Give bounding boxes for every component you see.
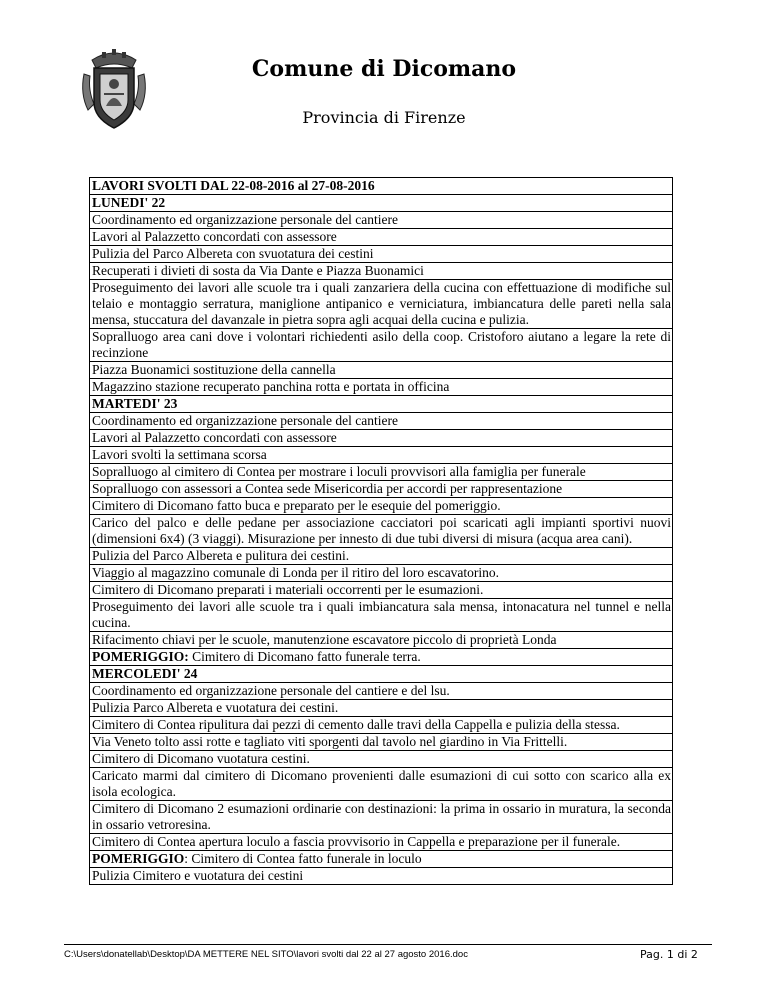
table-row xyxy=(90,362,672,379)
table-heading-row xyxy=(90,178,672,195)
row-text: Pulizia Cimitero e vuotatura dei cestini xyxy=(92,868,304,883)
table-row xyxy=(90,801,672,834)
table-heading-row xyxy=(90,666,672,683)
table-row xyxy=(90,329,672,362)
row-text: Proseguimento dei lavori alle scuole tra i quali imbiancatura sala mensa, intonacatura nel tunnel e nella cucina. xyxy=(92,599,671,630)
row-text: : Cimitero di Contea fatto funerale in loculo xyxy=(184,851,422,866)
row-label: POMERIGGIO xyxy=(92,851,185,866)
table-row xyxy=(90,515,672,548)
table-row xyxy=(90,379,672,396)
table-row xyxy=(90,430,672,447)
row-text: Cimitero di Dicomano vuotatura cestini. xyxy=(92,751,310,766)
row-text: Recuperati i divieti di sosta da Via Dante e Piazza Buonamici xyxy=(92,263,424,278)
work-log-table xyxy=(89,177,673,885)
table-row xyxy=(90,447,672,464)
row-text: Cimitero di Contea apertura loculo a fascia provvisorio in Cappella e preparazione per il funerale. xyxy=(92,834,621,849)
table-row xyxy=(90,700,672,717)
table-row xyxy=(90,280,672,329)
table-row xyxy=(90,582,672,599)
row-text: Rifacimento chiavi per le scuole, manutenzione escavatore piccolo di proprietà Londa xyxy=(92,632,557,647)
table-row xyxy=(90,868,672,885)
row-text: Proseguimento dei lavori alle scuole tra i quali zanzariera della cucina con effettuazione di modifiche sul telaio e montaggio serratura, maniglione antipanico e verniciatura, imbiancatura delle pareti nella sala mensa, stuccatura del davanzale in pietra sopra agli acquai della cucina e pulizia. xyxy=(92,280,671,327)
footer-page-number: Pag. 1 di 2 xyxy=(640,948,698,961)
row-text: Cimitero di Dicomano fatto buca e preparato per le esequie del pomeriggio. xyxy=(92,498,501,513)
table-row xyxy=(90,751,672,768)
row-text: Pulizia Parco Albereta e vuotatura dei cestini. xyxy=(92,700,339,715)
row-text: Coordinamento ed organizzazione personale del cantiere e del lsu. xyxy=(92,683,450,698)
row-text: Sopralluogo al cimitero di Contea per mostrare i loculi provvisori alla famiglia per funerale xyxy=(92,464,586,479)
row-text: Cimitero di Dicomano fatto funerale terra. xyxy=(188,649,421,664)
table-row xyxy=(90,212,672,229)
row-text: Cimitero di Dicomano preparati i materiali occorrenti per le esumazioni. xyxy=(92,582,484,597)
footer-file-path: C:\Users\donatellab\Desktop\DA METTERE NEL SITO\lavori svolti dal 22 al 27 agosto 2016.doc xyxy=(64,949,468,960)
row-text: Lavori al Palazzetto concordati con assessore xyxy=(92,430,337,445)
table-row xyxy=(90,734,672,751)
row-text: Carico del palco e delle pedane per associazione cacciatori poi scaricati agli impianti sportivi nuovi (dimensioni 6x4) (3 viaggi). Misurazione per innesto di due tubi diversi di misura (acqua area cani). xyxy=(92,515,671,546)
table-row xyxy=(90,263,672,280)
table-row xyxy=(90,599,672,632)
table-row xyxy=(90,565,672,582)
table-row xyxy=(90,548,672,565)
page-title: Comune di Dicomano xyxy=(251,56,517,82)
table-row xyxy=(90,464,672,481)
row-text: Via Veneto tolto assi rotte e tagliato viti sporgenti dal tavolo nel giardino in Via Frittelli. xyxy=(92,734,568,749)
table-row xyxy=(90,413,672,430)
page-subtitle: Provincia di Firenze xyxy=(302,108,466,127)
row-text: Caricato marmi dal cimitero di Dicomano provenienti dalle esumazioni di cui sotto con scarico alla ex isola ecologica. xyxy=(92,768,671,799)
row-text: Lavori svolti la settimana scorsa xyxy=(92,447,267,462)
table-row xyxy=(90,649,672,666)
row-text: MERCOLEDI' 24 xyxy=(92,666,198,681)
table-row xyxy=(90,851,672,868)
row-text: Magazzino stazione recuperato panchina rotta e portata in officina xyxy=(92,379,450,394)
row-text: Viaggio al magazzino comunale di Londa per il ritiro del loro escavatorino. xyxy=(92,565,500,580)
row-text: Sopralluogo area cani dove i volontari richiedenti asilo della coop. Cristoforo aiutano a legare la rete di recinzione xyxy=(92,329,671,360)
row-text: MARTEDI' 23 xyxy=(92,396,178,411)
row-text: Coordinamento ed organizzazione personale del cantiere xyxy=(92,212,398,227)
row-text: Cimitero di Contea ripulitura dai pezzi di cemento dalle travi della Cappella e pulizia della stessa. xyxy=(92,717,620,732)
table-row xyxy=(90,481,672,498)
table-row xyxy=(90,717,672,734)
row-text: Lavori al Palazzetto concordati con assessore xyxy=(92,229,337,244)
row-text: Pulizia del Parco Albereta e pulitura dei cestini. xyxy=(92,548,350,563)
row-text: Piazza Buonamici sostituzione della cannella xyxy=(92,362,336,377)
row-text: Coordinamento ed organizzazione personale del cantiere xyxy=(92,413,398,428)
table-row xyxy=(90,683,672,700)
row-label: POMERIGGIO: xyxy=(92,649,189,664)
table-heading-row xyxy=(90,195,672,212)
row-text: LUNEDI' 22 xyxy=(92,195,166,210)
row-text: LAVORI SVOLTI DAL 22-08-2016 al 27-08-2016 xyxy=(92,178,375,193)
table-row xyxy=(90,246,672,263)
table-heading-row xyxy=(90,396,672,413)
table-row xyxy=(90,834,672,851)
footer-divider xyxy=(64,944,712,945)
table-row xyxy=(90,632,672,649)
table-row xyxy=(90,229,672,246)
table-row xyxy=(90,498,672,515)
row-text: Cimitero di Dicomano 2 esumazioni ordinarie con destinazioni: la prima in ossario in muratura, la seconda in ossario vetroresina. xyxy=(92,801,671,832)
table-row xyxy=(90,768,672,801)
row-text: Sopralluogo con assessori a Contea sede Misericordia per accordi per rappresentazione xyxy=(92,481,563,496)
row-text: Pulizia del Parco Albereta con svuotatura dei cestini xyxy=(92,246,374,261)
